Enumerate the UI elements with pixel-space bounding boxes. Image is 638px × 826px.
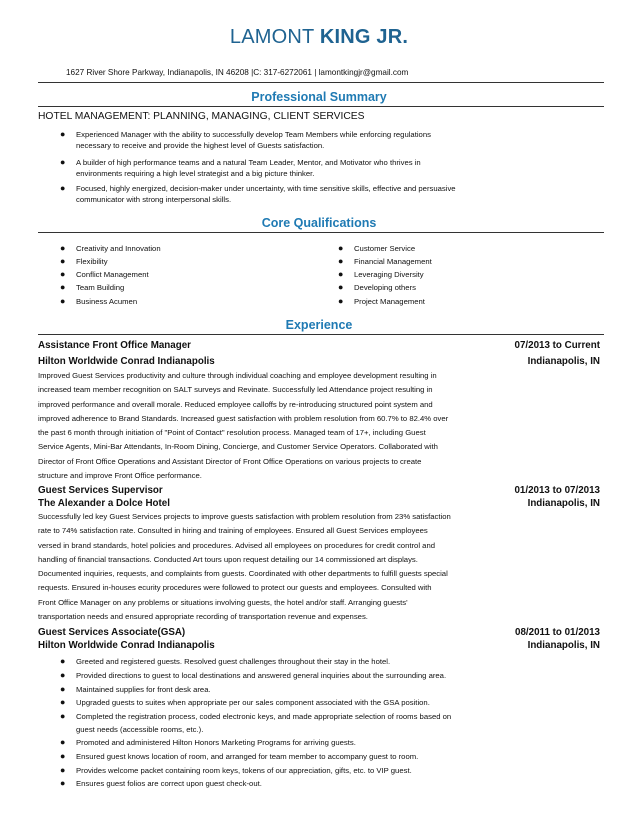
bullet-icon: ●: [60, 129, 66, 139]
qualification-item: ● Team Building: [60, 282, 125, 292]
job-location: Indianapolis, IN: [527, 498, 600, 509]
duty-item: ● Maintained supplies for front desk area.: [60, 684, 211, 694]
bullet-icon: ●: [60, 269, 66, 279]
bullet-icon: ●: [60, 256, 66, 266]
divider: [38, 232, 604, 233]
job-dates: 01/2013 to 07/2013: [514, 485, 600, 496]
qualification-item: ● Business Acumen: [60, 296, 138, 306]
bullet-icon: ●: [60, 711, 66, 721]
duty-item: ● Ensures guest folios are correct upon guest check-out.: [60, 778, 262, 788]
qualification-item: ● Creativity and Innovation: [60, 243, 161, 253]
bullet-icon: ●: [60, 157, 66, 167]
job-title: Guest Services Supervisor: [38, 485, 163, 496]
bullet-icon: ●: [60, 656, 66, 666]
job-location: Indianapolis, IN: [527, 356, 600, 367]
job-description: Successfully led key Guest Services projects to improve guests satisfaction with problem resolution from 23% satisfaction rate to 74% satisfaction rate. Consulted in hiring and training of employees. Ensured all Guest Services employees versed in brand standards, hotel policies and procedures. Advised all employees on procedures for credit control and handling of financial transactions. Conducted Art tours upon request detailing our 14 commissioned art displays. Documented inquiries, requests, and complaints from guests. Coordinated with other departments to fulfill guests special requests. Ensured in-houses ecurity procedures were followed to protect our guests and employees. Consulted with Front Office Manager on any problems or situations involving guests, the hotel and/or staff. Arranging guests' transportation needs and ensured appropriate recording of transportation revenue and expenses.: [38, 512, 451, 622]
divider: [38, 334, 604, 335]
duty-item: ● Promoted and administered Hilton Honors Marketing Programs for arriving guests.: [60, 737, 356, 747]
duty-item: ● Upgraded guests to suites when appropriate per our sales component associated with the GSA position.: [60, 697, 430, 707]
job-company: The Alexander a Dolce Hotel: [38, 498, 170, 509]
divider: [38, 106, 604, 107]
last-name: KING JR.: [319, 26, 409, 48]
candidate-name: [0, 26, 638, 49]
contact-line: 1627 River Shore Parkway, Indianapolis, IN 46208 |C: 317-6272061 | lamontkingjr@gmail.com: [66, 68, 409, 77]
bullet-icon: ●: [60, 282, 66, 292]
summary-bullet: ● Focused, highly energized, decision-maker under uncertainty, with time sensitive skills, effective and persuasive communicator with strong interpersonal skills.: [60, 183, 456, 205]
bullet-icon: ●: [60, 765, 66, 775]
summary-bullet: ● Experienced Manager with the ability to successfully develop Team Members while enforcing regulations necessary to receive and provide the highest level of Guests satisfaction.: [60, 129, 431, 151]
qualification-item: ● Leveraging Diversity: [338, 269, 424, 279]
job-dates: 07/2013 to Current: [514, 340, 600, 351]
summary-subheading: HOTEL MANAGEMENT: PLANNING, MANAGING, CLIENT SERVICES: [38, 111, 365, 122]
bullet-icon: ●: [60, 697, 66, 707]
qualification-item: ● Developing others: [338, 282, 416, 292]
duty-item: ● Provided directions to guest to local destinations and answered general inquiries about the surrounding area.: [60, 670, 447, 680]
job-company: Hilton Worldwide Conrad Indianapolis: [38, 640, 215, 651]
qualification-item: ● Flexibility: [60, 256, 108, 266]
section-heading-qualifications: Core Qualifications: [261, 216, 377, 230]
summary-bullet: ● A builder of high performance teams and a natural Team Leader, Mentor, and Motivator who thrives in environments requiring a high level strategist and a big picture thinker.: [60, 157, 421, 179]
job-company: Hilton Worldwide Conrad Indianapolis: [38, 356, 215, 367]
bullet-icon: ●: [60, 183, 66, 193]
bullet-icon: ●: [338, 243, 344, 253]
qualification-item: ● Conflict Management: [60, 269, 149, 279]
bullet-icon: ●: [60, 243, 66, 253]
job-title: Guest Services Associate(GSA): [38, 627, 186, 638]
duty-item: ● Completed the registration process, coded electronic keys, and made appropriate selection of rooms based on guest needs (accessible rooms, etc.).: [60, 711, 452, 735]
bullet-icon: ●: [60, 737, 66, 747]
job-title: Assistance Front Office Manager: [38, 340, 191, 351]
qualification-item: ● Customer Service: [338, 243, 416, 253]
qualification-item: ● Project Management: [338, 296, 425, 306]
qualification-item: ● Financial Management: [338, 256, 432, 266]
section-heading-experience: Experience: [285, 318, 353, 332]
bullet-icon: ●: [60, 684, 66, 694]
bullet-icon: ●: [60, 670, 66, 680]
duty-item: ● Ensured guest knows location of room, and arranged for team member to accompany guest to room.: [60, 751, 419, 761]
job-location: Indianapolis, IN: [527, 640, 600, 651]
job-dates: 08/2011 to 01/2013: [515, 627, 600, 638]
bullet-icon: ●: [338, 256, 344, 266]
bullet-icon: ●: [60, 778, 66, 788]
section-heading-summary: Professional Summary: [251, 90, 387, 104]
divider: [38, 82, 604, 83]
bullet-icon: ●: [338, 269, 344, 279]
bullet-icon: ●: [338, 282, 344, 292]
duty-item: ● Greeted and registered guests. Resolved guest challenges throughout their stay in the hotel.: [60, 656, 391, 666]
job-description: Improved Guest Services productivity and culture through individual coaching and employee development resulting in increased team member recognition on SALT surveys and Revinate. Successfully led Attendance project resulting in improved performance and overall morale. Reduced employee calloffs by re-introducing structured point system and improved adherence to Brand Standards. Increased guest satisfaction with problem resolution from 60.7% to 82.4% over the past 6 month through initiation of "Point of Contact" resolution process. Managed team of 17+, including Guest Service Agents, Mini-Bar Attendants, In-Room Dining, Concierge, and Customer Service Operators. Collaborated with Director of Front Office Operations and Assistant Director of Front Office Operations on various projects to create structure and improve Front Office performance.: [38, 371, 449, 481]
bullet-icon: ●: [338, 296, 344, 306]
first-name: LAMONT: [229, 26, 315, 48]
bullet-icon: ●: [60, 296, 66, 306]
bullet-icon: ●: [60, 751, 66, 761]
duty-item: ● Provides welcome packet containing room keys, tokens of our appreciation, gifts, etc. to VIP guest.: [60, 765, 412, 775]
